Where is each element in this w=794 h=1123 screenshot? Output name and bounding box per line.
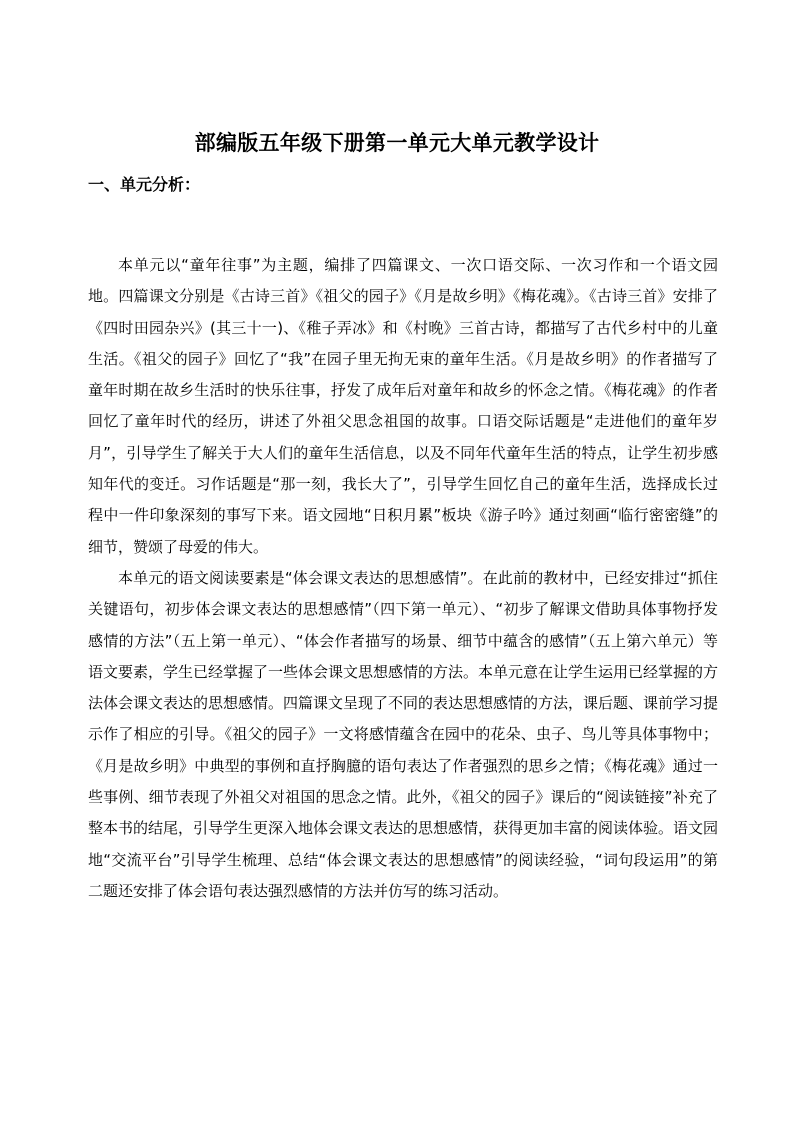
paragraph-1: 本单元以“童年往事”为主题，编排了四篇课文、一次口语交际、一次习作和一个语文园地。四篇课文分别是《古诗三首》《祖父的园子》《月是故乡明》《梅花魂》。《古诗三首》安排了《四时田园杂兴》(其三十一)、《稚子弄冰》和《村晚》三首古诗，都描写了古代乡村中的儿童生活。《祖父的园子》回忆了“我”在园子里无拘无束的童年生活。《月是故乡明》的作者描写了童年时期在故乡生活时的快乐往事，抒发了成年后对童年和故乡的怀念之情。《梅花魂》的作者回忆了童年时代的经历，讲述了外祖父思念祖国的故事。口语交际话题是“走进他们的童年岁月”，引导学生了解关于大人们的童年生活信息，以及不同年代童年生活的特点，让学生初步感知年代的变迁。习作话题是“那一刻，我长大了”，引导学生回忆自己的童年生活，选择成长过程中一件印象深刻的事写下来。语文园地“日积月累”板块《游子吟》通过刻画“临行密密缝”的细节，赞颂了母爱的伟大。 (88, 256, 718, 556)
body-text (88, 250, 718, 907)
paragraph-2: 本单元的语文阅读要素是“体会课文表达的思想感情”。在此前的教材中，已经安排过“抓住关键语句，初步体会课文表达的思想感情”（四下第一单元）、“初步了解课文借助具体事物抒发感情的方法”（五上第一单元）、“体会作者描写的场景、细节中蕴含的感情”（五上第六单元）等语文要素，学生已经掌握了一些体会课文思想感情的方法。本单元意在让学生运用已经掌握的方法体会课文表达的思想感情。四篇课文呈现了不同的表达思想感情的方法，课后题、课前学习提示作了相应的引导。《祖父的园子》一文将感情蕴含在园中的花朵、虫子、鸟儿等具体事物中；《月是故乡明》中典型的事例和直抒胸臆的语句表达了作者强烈的思乡之情；《梅花魂》通过一些事例、细节表现了外祖父对祖国的思念之情。此外，《祖父的园子》课后的“阅读链接”补充了整本书的结尾，引导学生更深入地体会课文表达的思想感情，获得更加丰富的阅读体验。语文园地“交流平台”引导学生梳理、总结“体会课文表达的思想感情”的阅读经验，“词句段运用”的第二题还安排了体会语句表达强烈感情的方法并仿写的练习活动。 (88, 568, 719, 900)
document-title: 部编版五年级下册第一单元大单元教学设计 (194, 131, 600, 155)
section-heading: 一、单元分析： (88, 175, 201, 194)
